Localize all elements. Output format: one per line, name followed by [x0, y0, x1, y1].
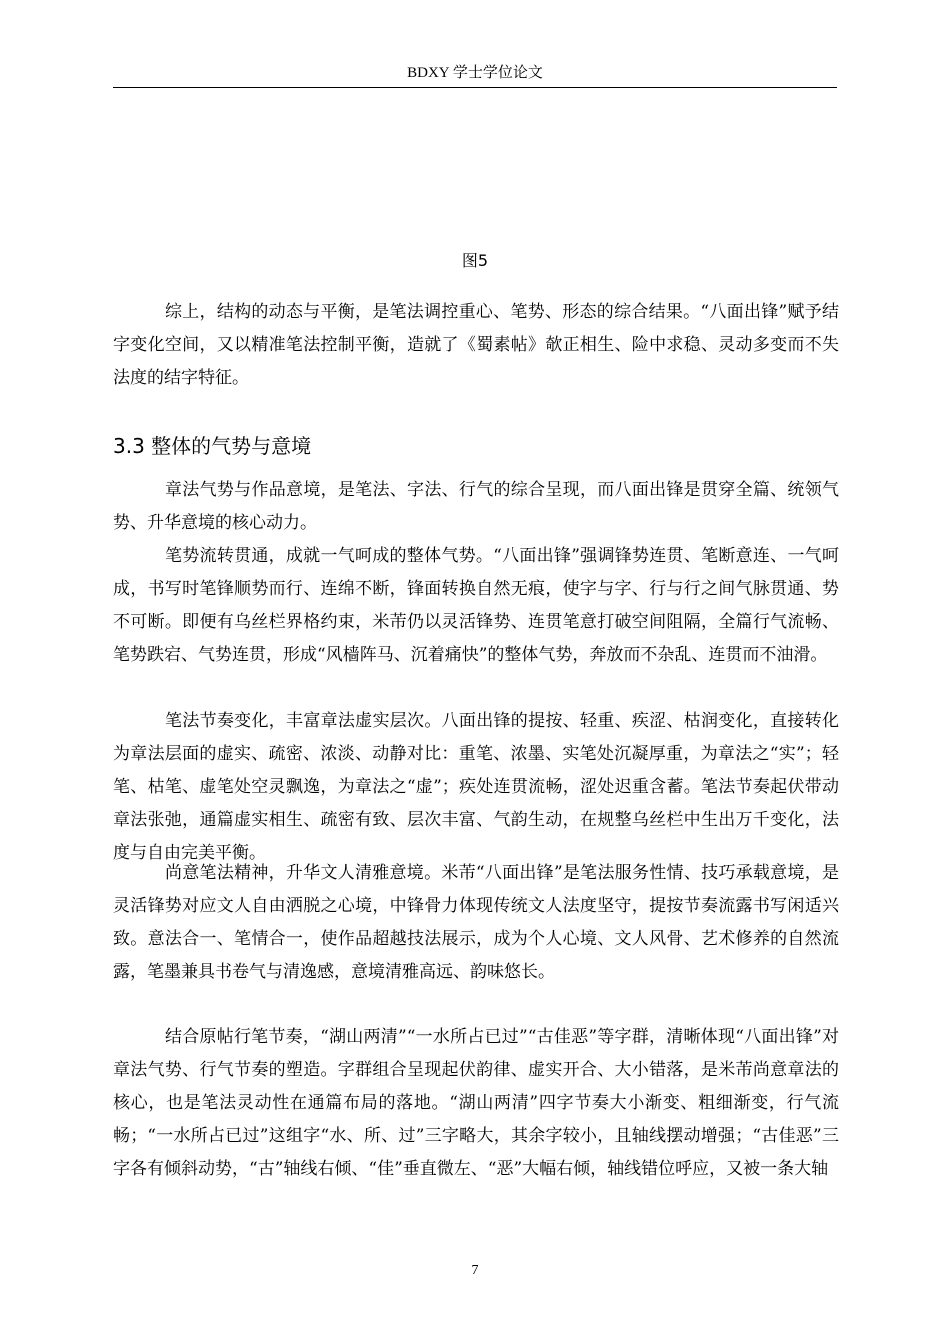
- figure-caption: 图5: [461, 251, 489, 270]
- header-divider: [113, 87, 837, 88]
- summary-paragraph: 综上，结构的动态与平衡，是笔法调控重心、笔势、形态的综合结果。“八面出锋”赋予结字变化空间，又以精准笔法控制平衡，造就了《蜀素帖》欹正相生、险中求稳、灵动多变而不失法度的结字特征。: [113, 302, 839, 388]
- page-number: 7: [471, 1263, 479, 1278]
- body-paragraph-2: 笔势流转贯通，成就一气呵成的整体气势。“八面出锋”强调锋势连贯、笔断意连、一气呵成，书写时笔锋顺势而行、连绵不断，锋面转换自然无痕，使字与字、行与行之间气脉贯通、势不可断。即便有乌丝栏界格约束，米芾仍以灵活锋势、连贯笔意打破空间阻隔，全篇行气流畅、笔势跌宕、气势连贯，形成“风樯阵马、沉着痛快”的整体气势，奔放而不杂乱、连贯而不油滑。: [113, 546, 839, 665]
- section-number: 3.3: [113, 434, 145, 458]
- body-paragraph-5: 结合原帖行笔节奏，“湖山两清”“一水所占已过”“古佳恶”等字群，清晰体现“八面出锋”对章法气势、行气节奏的塑造。字群组合呈现起伏韵律、虚实开合、大小错落，是米芾尚意章法的核心，也是笔法灵动性在通篇布局的落地。“湖山两清”四字节奏大小渐变、粗细渐变，行气流畅；“一水所占已过”这组字“水、所、过”三字略大，其余字较小，且轴线摆动增强；“古佳恶”三字各有倾斜动势，“古”轴线右倾、“佳”垂直微左、“恶”大幅右倾，轴线错位呼应，又被一条大轴: [113, 1027, 839, 1179]
- body-paragraph-3: 笔法节奏变化，丰富章法虚实层次。八面出锋的提按、轻重、疾涩、枯润变化，直接转化为章法层面的虚实、疏密、浓淡、动静对比：重笔、浓墨、实笔处沉凝厚重，为章法之“实”；轻笔、枯笔、虚笔处空灵飘逸，为章法之“虚”；疾处连贯流畅，涩处迟重含蓄。笔法节奏起伏带动章法张弛，通篇虚实相生、疏密有致、层次丰富、气韵生动，在规整乌丝栏中生出万千变化，法度与自由完美平衡。: [113, 711, 839, 863]
- section-heading: [113, 432, 311, 460]
- body-paragraph-1: 章法气势与作品意境，是笔法、字法、行气的综合呈现，而八面出锋是贯穿全篇、统领气势、升华意境的核心动力。: [113, 480, 839, 533]
- page-header-title: BDXY 学士学位论文: [407, 65, 543, 81]
- body-paragraph-4: 尚意笔法精神，升华文人清雅意境。米芾“八面出锋”是笔法服务性情、技巧承载意境，是灵活锋势对应文人自由洒脱之心境，中锋骨力体现传统文人法度坚守，提按节奏流露书写闲适兴致。意法合一、笔情合一，使作品超越技法展示，成为个人心境、文人风骨、艺术修养的自然流露，笔墨兼具书卷气与清逸感，意境清雅高远、韵味悠长。: [113, 863, 839, 982]
- section-title: 整体的气势与意境: [151, 434, 312, 458]
